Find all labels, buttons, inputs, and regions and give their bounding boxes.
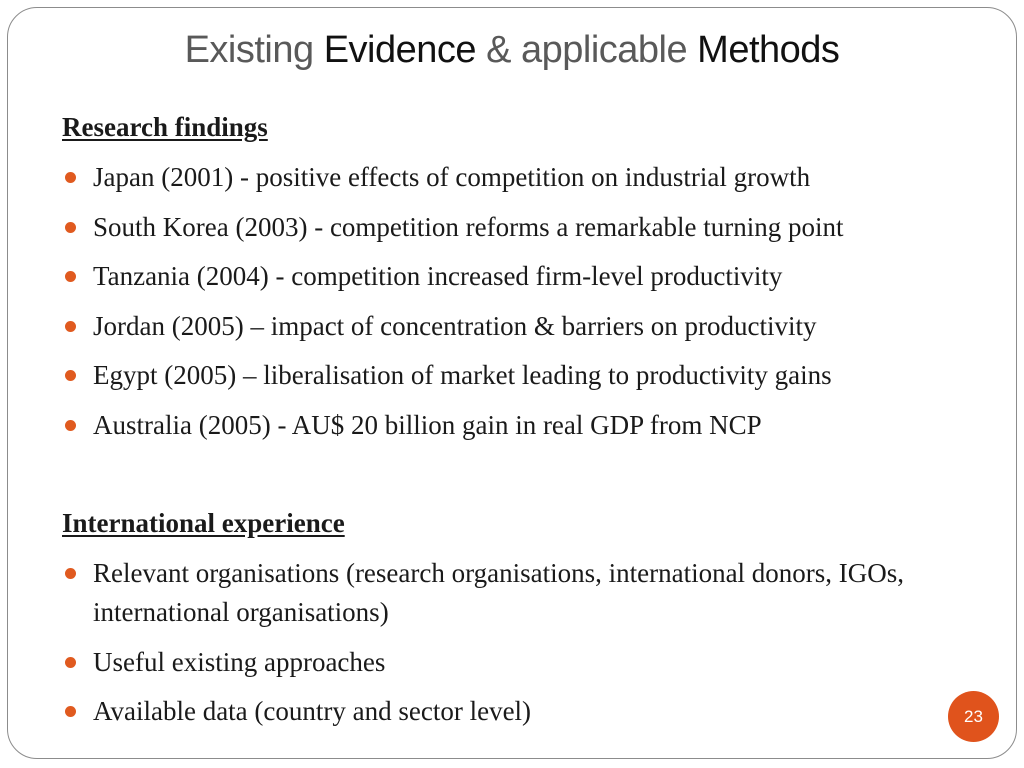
title-part-evidence: Evidence [323, 29, 477, 71]
bullet-icon [65, 321, 76, 332]
section-heading-international-experience: International experience [62, 508, 345, 538]
list-item-text: Egypt (2005) – liberalisation of market leading to productivity gains [93, 360, 832, 390]
list-item-text: Japan (2001) - positive effects of competition on industrial growth [93, 162, 811, 192]
title-part-existing: Existing [184, 29, 324, 71]
list-item [62, 692, 973, 731]
list-item-text: Jordan (2005) – impact of concentration & barriers on productivity [93, 310, 817, 341]
bullet-icon [65, 420, 76, 431]
bullet-icon [65, 172, 76, 183]
list-item [62, 356, 844, 395]
slide-title [0, 26, 1024, 74]
list-item-text: Available data (country and sector level) [93, 696, 532, 726]
page-number-badge: 23 [948, 691, 999, 742]
list-item-text: Tanzania (2004) - competition increased firm-level productivity [93, 261, 783, 291]
bullet-icon [65, 271, 76, 282]
title-part-applicable: & applicable [476, 29, 698, 71]
list-item [62, 643, 973, 682]
bullet-icon [65, 370, 76, 381]
title-part-methods: Methods [697, 29, 840, 71]
list-item [62, 257, 844, 296]
list-item-text: Relevant organisations (research organisations, international donors, IGOs, international organisations) [93, 558, 905, 627]
bullet-icon [65, 657, 76, 668]
list-item [62, 158, 844, 197]
list-item-text: South Korea (2003) - competition reforms a remarkable turning point [93, 211, 844, 242]
bullet-icon [65, 706, 76, 717]
international-experience-list [62, 554, 973, 742]
list-item [62, 406, 844, 445]
list-item [62, 307, 844, 346]
research-findings-list [62, 158, 844, 455]
bullet-icon [65, 222, 76, 233]
list-item-text: Useful existing approaches [93, 646, 386, 677]
list-item [62, 554, 973, 632]
list-item-text: Australia (2005) - AU$ 20 billion gain in real GDP from NCP [93, 409, 762, 440]
list-item [62, 208, 844, 247]
bullet-icon [65, 568, 76, 579]
section-heading-research-findings: Research findings [62, 112, 268, 142]
